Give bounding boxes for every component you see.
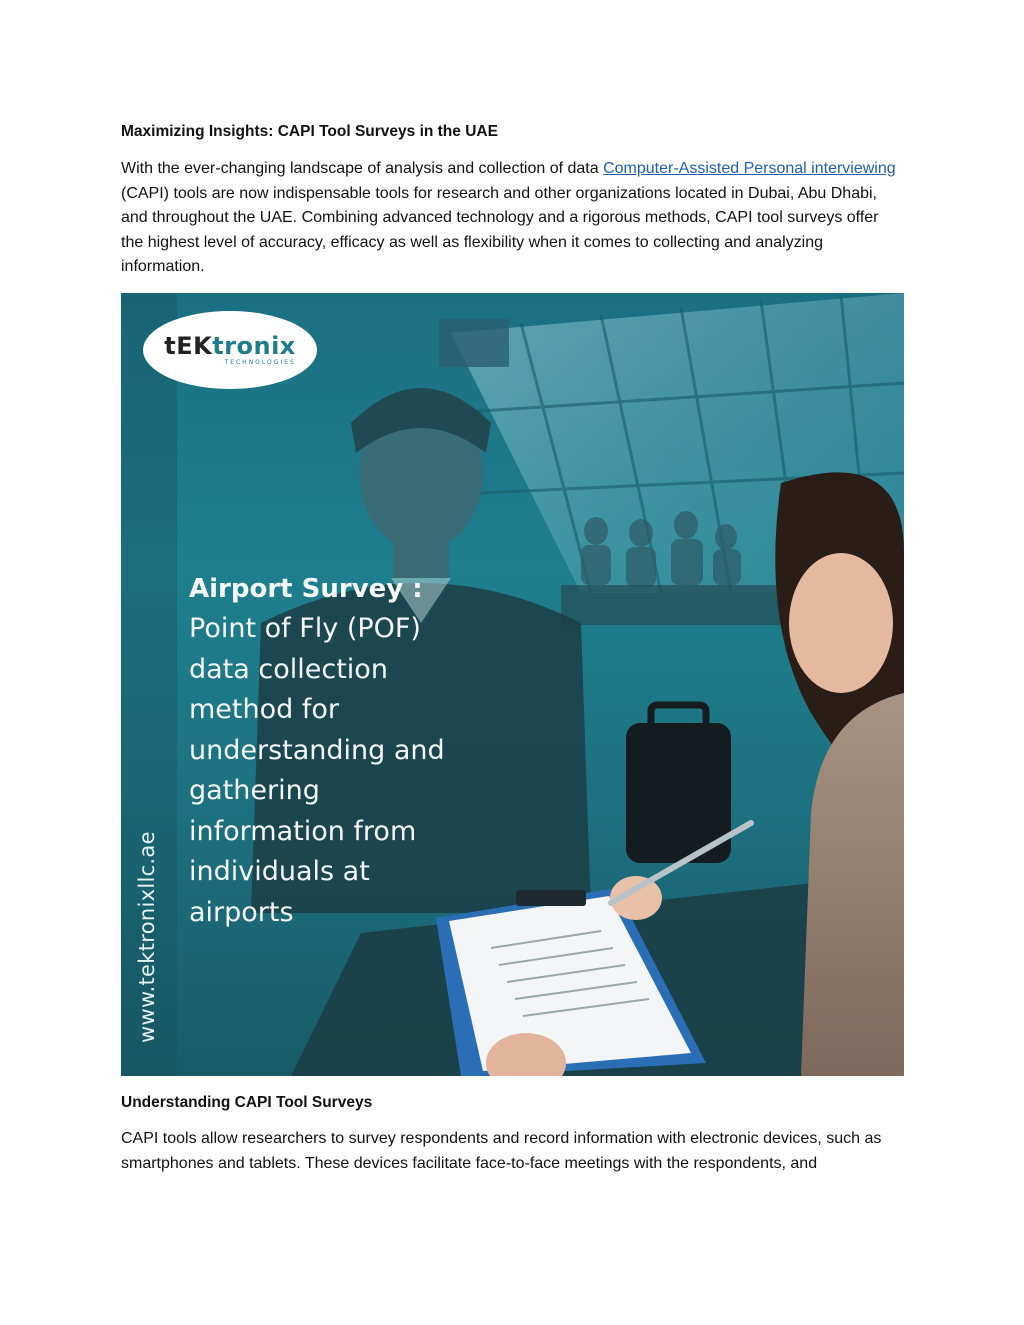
intro-text-start: With the ever-changing landscape of analysis and collection of data — [121, 160, 604, 177]
logo-mark: tEK — [164, 332, 213, 360]
banner-title: Airport Survey : — [189, 574, 423, 604]
logo-tagline: TECHNOLOGIES — [224, 359, 296, 366]
banner-line: method for — [189, 694, 339, 725]
intro-text-end: (CAPI) tools are now indispensable tools for research and other organizations located in Dubai, Abu Dhabi, and throughout the UAE. Combining advanced technology and a rigorous methods, CAPI tool surveys offer the highest level of accuracy, efficacy as well as flexibility when it comes to collecting and analyzing information. — [121, 184, 879, 275]
section-heading: Understanding CAPI Tool Surveys — [121, 1094, 373, 1111]
banner-line: data collection — [189, 653, 388, 685]
intro-paragraph — [121, 157, 904, 280]
banner-website-url: www.tektronixllc.ae — [135, 831, 159, 1043]
banner-line: individuals at — [189, 856, 370, 887]
banner-line: airports — [189, 896, 294, 928]
airport-survey-banner — [121, 293, 904, 1076]
banner-line: gathering — [189, 775, 320, 806]
banner-line: information from — [189, 815, 417, 847]
banner-headline — [189, 569, 529, 933]
logo-wordmark: tronix — [212, 332, 296, 360]
tektronix-logo — [143, 311, 317, 389]
capi-link[interactable]: Computer-Assisted Personal interviewing — [603, 160, 896, 177]
section-paragraph: CAPI tools allow researchers to survey respondents and record information with electronic devices, such as smartphones and tablets. These devices facilitate face-to-face meetings with the respondents, and — [121, 1130, 882, 1172]
banner-line: Point of Fly (POF) — [189, 613, 421, 644]
article-title: Maximizing Insights: CAPI Tool Surveys in the UAE — [121, 123, 498, 140]
banner-line: understanding and — [189, 734, 445, 766]
